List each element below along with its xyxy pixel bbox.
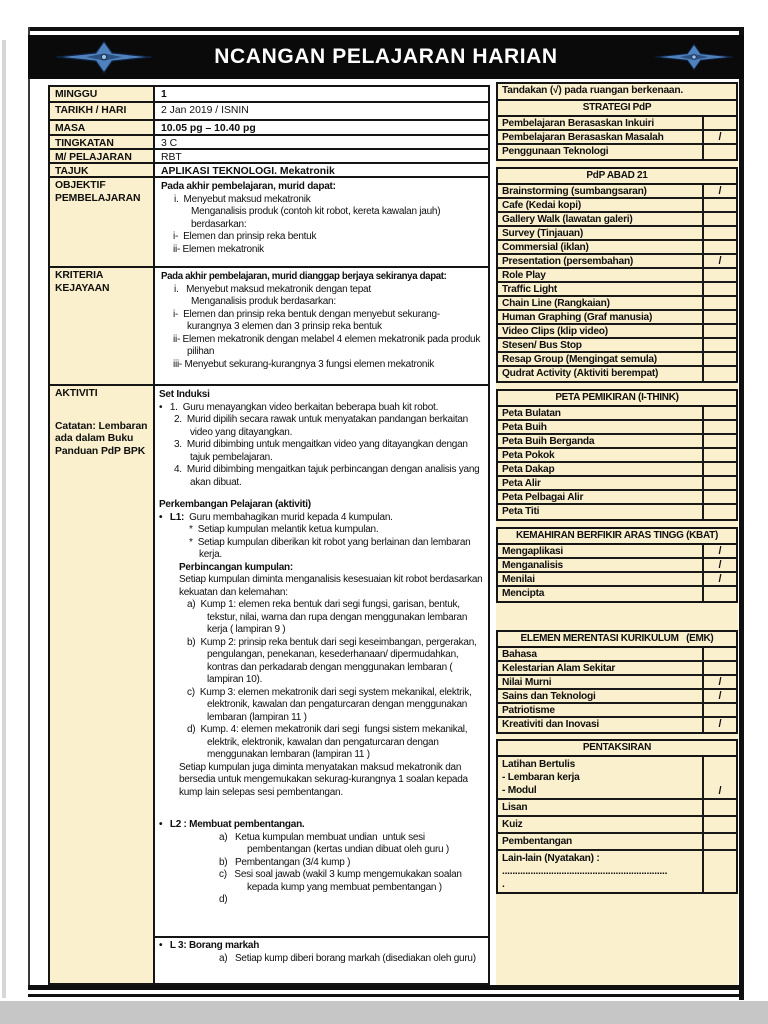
- check-cell: [702, 449, 736, 461]
- text-line: d) Kump. 4: elemen mekatronik dari segi fungsi sistem mekanikal, elektrik, elektronik, kawalan dan pengaturcaran dengan menggunakan lembaran (lampiran 11 ): [187, 724, 468, 760]
- scan-edge: [2, 40, 6, 998]
- text-line: i- Elemen dan prinsip reka bentuk: [173, 231, 317, 242]
- checklist-label: Peta Pelbagai Alir: [502, 492, 584, 503]
- pentaksiran-row: [498, 817, 736, 834]
- pentaksiran-label: [498, 757, 702, 798]
- checklist-label: Nilai Murni: [502, 677, 552, 688]
- checklist-row: [498, 648, 736, 662]
- pentaksiran-line: ................................................................: [502, 866, 668, 877]
- text-line: [159, 940, 484, 953]
- check-cell: [702, 145, 736, 159]
- checklist-row: [498, 241, 736, 255]
- text-line: 2. Murid dipilih secara rawak untuk menyatakan pandangan berkaitan video yang ditayangkan.: [174, 414, 468, 438]
- text-line: Menganalisis produk (contoh kit robot, kereta kawalan jauh) berdasarkan:: [191, 206, 441, 230]
- checklist-label: Peta Buih Berganda: [502, 436, 595, 447]
- text-line: ii- Elemen mekatronik: [173, 243, 264, 255]
- pentaksiran-line: Latihan Bertulis: [502, 759, 575, 770]
- check-cell: [702, 325, 736, 337]
- check-cell: [702, 851, 736, 892]
- checklist-row: [498, 185, 736, 199]
- checklist-label: Commersial (iklan): [502, 242, 589, 253]
- checklist-box-emk: [496, 630, 738, 734]
- checklist-title: PdP ABAD 21: [498, 169, 736, 185]
- check-cell: [702, 435, 736, 447]
- aktiviti-row: [50, 386, 488, 983]
- check-cell: /: [702, 185, 736, 197]
- pentaksiran-row: [498, 800, 736, 817]
- checklist-row: [498, 117, 736, 131]
- info-value: APLIKASI TEKNOLOGI. Mekatronik: [155, 164, 488, 176]
- checklist-row: [498, 297, 736, 311]
- checklist-title: STRATEGI PdP: [498, 101, 736, 117]
- objektif-content: [155, 178, 488, 266]
- instruction-note: Tandakan (√) pada ruangan berkenaan.: [496, 82, 738, 101]
- checklist-label: Pembelajaran Berasaskan Inkuiri: [502, 118, 654, 129]
- checklist-label: Mencipta: [502, 588, 545, 599]
- checklist-row: [498, 407, 736, 421]
- text-line: b) Pembentangan (3/4 kump ): [219, 856, 351, 868]
- kriteria-label: KRITERIA KEJAYAAN: [50, 268, 155, 384]
- checklist-row: [498, 718, 736, 732]
- aktiviti-note: Catatan: Lembaran ada dalam Buku Panduan PdP BPK: [55, 420, 148, 457]
- aktiviti-label-cell: [50, 386, 155, 983]
- pentaksiran-label: [498, 800, 702, 815]
- text-line: Perbincangan kumpulan:: [179, 561, 293, 573]
- check-cell: [702, 800, 736, 815]
- checklist-label: Qudrat Activity (Aktiviti berempat): [502, 368, 659, 379]
- text-line: Pada akhir pembelajaran, murid dapat:: [161, 181, 336, 192]
- pentaksiran-row: [498, 834, 736, 851]
- checklist-label: Peta Dakap: [502, 464, 555, 475]
- aktiviti-label: AKTIVITI: [55, 388, 98, 399]
- pentaksiran-title: PENTAKSIRAN: [498, 741, 736, 757]
- checklist-label: Role Play: [502, 270, 546, 281]
- info-value: 3 C: [155, 136, 488, 148]
- checklist-row: [498, 311, 736, 325]
- text-line: * Setiap kumpulan diberikan kit robot yang berlainan dan lembaran kerja.: [189, 536, 471, 560]
- checklist-row: [498, 491, 736, 505]
- checklist-row: [498, 353, 736, 367]
- text-line: c) Sesi soal jawab (wakil 3 kump mengemukakan soalan kepada kump yang membuat pembentangan ): [219, 869, 462, 893]
- checklist-row: [498, 662, 736, 676]
- checklist-row: [498, 505, 736, 519]
- checklist-label: Menganalisis: [502, 560, 563, 571]
- check-cell: [702, 297, 736, 309]
- check-cell: [702, 817, 736, 832]
- text-line: a) Ketua kumpulan membuat undian untuk sesi pembentangan (kertas undian dibuat oleh guru ): [219, 831, 449, 855]
- check-cell: /: [702, 131, 736, 143]
- checklist-label: Pembelajaran Berasaskan Masalah: [502, 132, 664, 143]
- checklist-label: Cafe (Kedai kopi): [502, 200, 581, 211]
- text-line: Pada akhir pembelajaran, murid dianggap berjaya sekiranya dapat:: [161, 271, 447, 282]
- check-cell: [702, 283, 736, 295]
- checklist-row: [498, 421, 736, 435]
- pentaksiran-line: - Modul: [502, 785, 537, 796]
- checklist-label: Gallery Walk (lawatan galeri): [502, 214, 633, 225]
- text-line: ii- Elemen mekatronik dengan melabel 4 elemen mekatronik pada produk pilihan: [173, 333, 481, 357]
- checklist-label: Peta Pokok: [502, 450, 555, 461]
- info-label: TAJUK: [50, 164, 155, 176]
- checklist-row: [498, 269, 736, 283]
- checklist-row: [498, 435, 736, 449]
- check-cell: [702, 227, 736, 239]
- pentaksiran-line: Pembentangan: [502, 836, 573, 847]
- checklist-label: Traffic Light: [502, 284, 558, 295]
- page-bottom-rule-2: [28, 994, 744, 997]
- checklist-label: Menilai: [502, 574, 535, 585]
- aktiviti-main-cell: [155, 386, 488, 936]
- check-cell: [702, 491, 736, 503]
- page-bottom-rule: [28, 985, 744, 990]
- aktiviti-l3-cell: [155, 936, 488, 983]
- check-cell: /: [702, 545, 736, 557]
- pentaksiran-rows: [498, 757, 736, 892]
- checklist-label: Survey (Tinjauan): [502, 228, 584, 239]
- text-line: [159, 799, 484, 809]
- check-cell: [702, 199, 736, 211]
- objektif-row: [50, 178, 488, 268]
- check-cell: [702, 367, 736, 381]
- kriteria-content: [155, 268, 488, 384]
- check-cell: [702, 353, 736, 365]
- text-line: 4. Murid dibimbing mengaitkan tajuk perbincangan dengan analisis yang akan dibuat.: [174, 464, 480, 488]
- checklist-boxes: [496, 101, 738, 734]
- checklist-label: Brainstorming (sumbangsaran): [502, 186, 647, 197]
- check-cell: [702, 117, 736, 129]
- text-line: d): [219, 894, 228, 905]
- title-banner: [28, 35, 744, 79]
- checklist-row: [498, 131, 736, 145]
- pentaksiran-line: .: [502, 879, 505, 890]
- pentaksiran-row: [498, 851, 736, 892]
- checklist-row: [498, 690, 736, 704]
- check-cell: [702, 241, 736, 253]
- page-left-border: [28, 27, 30, 989]
- info-label: MINGGU: [50, 87, 155, 101]
- check-cell: [702, 407, 736, 419]
- check-cell: /: [702, 255, 736, 267]
- text-line: • 1. Guru menayangkan video berkaitan beberapa buah kit robot.: [159, 401, 439, 413]
- checklist-row: [498, 477, 736, 491]
- check-cell: [702, 269, 736, 281]
- pentaksiran-label: [498, 834, 702, 849]
- scan-bottom-band: [0, 1001, 768, 1024]
- info-row: [50, 136, 488, 150]
- checklist-label: Peta Buih: [502, 422, 547, 433]
- checklist-row: [498, 367, 736, 381]
- checklist-row: [498, 573, 736, 587]
- check-cell: [702, 421, 736, 433]
- check-cell: [702, 704, 736, 716]
- check-cell: [702, 311, 736, 323]
- check-cell: [702, 834, 736, 849]
- bold-prefix: • L2 : Membuat pembentangan.: [159, 819, 305, 830]
- checklist-title: KEMAHIRAN BERFIKIR ARAS TINGG (KBAT): [498, 529, 736, 545]
- check-cell: /: [702, 573, 736, 585]
- text-line: iii- Menyebut sekurang-kurangnya 3 fungsi elemen mekatronik: [173, 358, 434, 370]
- info-value: 2 Jan 2019 / ISNIN: [155, 103, 488, 119]
- check-cell: [702, 587, 736, 601]
- info-row: [50, 150, 488, 164]
- checklist-label: Patriotisme: [502, 705, 555, 716]
- checklist-row: [498, 587, 736, 601]
- checklist-row: [498, 145, 736, 159]
- check-cell: [702, 505, 736, 519]
- checklist-label: Bahasa: [502, 649, 537, 660]
- pentaksiran-line: Lisan: [502, 802, 528, 813]
- checklist-row: [498, 325, 736, 339]
- checklist-row: [498, 449, 736, 463]
- check-cell: /: [702, 718, 736, 732]
- check-cell: [702, 648, 736, 660]
- pentaksiran-label: [498, 817, 702, 832]
- checklist-label: Resap Group (Mengingat semula): [502, 354, 657, 365]
- info-row: [50, 121, 488, 136]
- checklist-box-strategi: [496, 101, 738, 161]
- checklist-row: [498, 704, 736, 718]
- bold-prefix: • L 3: Borang markah: [159, 940, 260, 951]
- checklist-label: Peta Bulatan: [502, 408, 561, 419]
- pentaksiran-box: [496, 739, 738, 894]
- page-top-rule: [28, 27, 744, 31]
- text-line: c) Kump 3: elemen mekatronik dari segi system mekanikal, elektrik, elektronik, kawalan dan pengaturcaran dengan menggunakan lembaran (lampiran 11 ): [187, 686, 472, 723]
- info-value: RBT: [155, 150, 488, 162]
- info-label: MASA: [50, 121, 155, 134]
- page-right-border: [739, 27, 744, 1000]
- checklist-row: [498, 559, 736, 573]
- check-cell: [702, 662, 736, 674]
- info-row: [50, 87, 488, 103]
- check-cell: [702, 477, 736, 489]
- check-cell: /: [702, 559, 736, 571]
- text-line: i. Menyebut maksud mekatronik dengan tepat: [174, 283, 371, 295]
- checklist-box-abad21: [496, 167, 738, 383]
- info-row: [50, 103, 488, 121]
- check-cell: /: [702, 676, 736, 688]
- checklist-row: [498, 545, 736, 559]
- checklist-row: [498, 227, 736, 241]
- check-cell: [702, 213, 736, 225]
- check-cell: [702, 339, 736, 351]
- checklist-row: [498, 339, 736, 353]
- text-line: Setiap kumpulan juga diminta menyatakan maksud mekatronik dan bersedia untuk mengemukakan sekurag-kurangnya 1 soalan kepada kump lain selepas sesi pembentangan.: [179, 761, 468, 798]
- page-title: NCANGAN PELAJARAN HARIAN: [214, 45, 558, 68]
- objektif-label: OBJEKTIF PEMBELAJARAN: [50, 178, 155, 266]
- checklist-label: Penggunaan Teknologi: [502, 146, 609, 157]
- text-line: Perkembangan Pelajaran (aktiviti): [159, 499, 311, 510]
- info-value: 10.05 pg – 10.40 pg: [155, 121, 488, 134]
- text-line: a) Setiap kump diberi borang markah (disediakan oleh guru): [219, 952, 476, 964]
- checklist-label: Chain Line (Rangkaian): [502, 298, 610, 309]
- checklist-label: Video Clips (klip video): [502, 326, 608, 337]
- checklist-row: [498, 213, 736, 227]
- checklist-row: [498, 283, 736, 297]
- checklist-label: Kreativiti dan Inovasi: [502, 719, 599, 730]
- text-line: • L1: Guru membahagikan murid kepada 4 kumpulan.: [159, 511, 393, 523]
- text-line: Menganalisis produk berdasarkan:: [191, 296, 336, 307]
- pentaksiran-line: - Lembaran kerja: [502, 772, 580, 783]
- info-label: TARIKH / HARI: [50, 103, 155, 119]
- checklist-row: [498, 199, 736, 213]
- info-value: 1: [155, 87, 488, 101]
- check-cell: /: [702, 757, 736, 798]
- aktiviti-content: [155, 386, 488, 983]
- checklist-label: Peta Alir: [502, 478, 541, 489]
- checklist-box-ithink: [496, 389, 738, 521]
- checklist-title: PETA PEMIKIRAN (I-THINK): [498, 391, 736, 407]
- checklist-label: Stesen/ Bus Stop: [502, 340, 582, 351]
- check-cell: [702, 463, 736, 475]
- text-line: i. Menyebut maksud mekatronik: [174, 193, 311, 205]
- checklist-column: [496, 82, 738, 985]
- checklist-label: Kelestarian Alam Sekitar: [502, 663, 616, 674]
- text-line: a) Kump 1: elemen reka bentuk dari segi fungsi, garisan, bentuk, tekstur, nilai, warna dan rupa dengan menggunakan lembaran kerja ( lampiran 9 ): [187, 599, 468, 635]
- checklist-label: Sains dan Teknologi: [502, 691, 596, 702]
- lesson-plan-table: [48, 85, 490, 985]
- info-label: M/ PELAJARAN: [50, 150, 155, 162]
- bold-prefix: • L1:: [159, 511, 185, 523]
- checklist-row: [498, 463, 736, 477]
- text-line: [159, 809, 484, 819]
- text-line: i- Elemen dan prinsip reka bentuk dengan menyebut sekurang-kurangnya 3 elemen dan 3 prinsip reka bentuk: [173, 308, 440, 332]
- pentaksiran-label: [498, 851, 702, 892]
- pentaksiran-line: Lain-lain (Nyatakan) :: [502, 853, 600, 864]
- info-label: TINGKATAN: [50, 136, 155, 148]
- text-line: b) Kump 2: prinsip reka bentuk dari segi keseimbangan, pergerakan, pengulangan, penekanan, kesederhanaan/ dipermudahkan, kontras dan perkadarab dengan menggunakan lembaran ( lampiran 10).: [187, 636, 477, 685]
- checklist-label: Human Graphing (Graf manusia): [502, 312, 653, 323]
- compass-icon: [654, 39, 734, 75]
- checklist-row: [498, 255, 736, 269]
- checklist-label: Mengaplikasi: [502, 546, 563, 557]
- checklist-title: ELEMEN MERENTASI KURIKULUM (EMK): [498, 632, 736, 648]
- text-line: [159, 489, 484, 499]
- checklist-box-kbat: [496, 527, 738, 603]
- checklist-row: [498, 676, 736, 690]
- info-row: [50, 164, 488, 178]
- pentaksiran-row: [498, 757, 736, 800]
- check-cell: /: [702, 690, 736, 702]
- text-line: 3. Murid dibimbing untuk mengaitkan video yang ditayangkan dengan tajuk pembelajaran.: [174, 439, 468, 463]
- checklist-label: Presentation (persembahan): [502, 256, 634, 267]
- text-line: Setiap kumpulan diminta menganalisis kesesuaian kit robot berdasarkan kekuatan dan kelemahan:: [179, 574, 483, 598]
- text-line: Set Induksi: [159, 389, 210, 400]
- compass-icon: [54, 39, 154, 75]
- checklist-label: Peta Titi: [502, 506, 540, 517]
- text-line: * Setiap kumpulan melantik ketua kumpulan.: [189, 524, 379, 535]
- pentaksiran-line: Kuiz: [502, 819, 523, 830]
- text-line: [159, 819, 484, 832]
- kriteria-row: [50, 268, 488, 386]
